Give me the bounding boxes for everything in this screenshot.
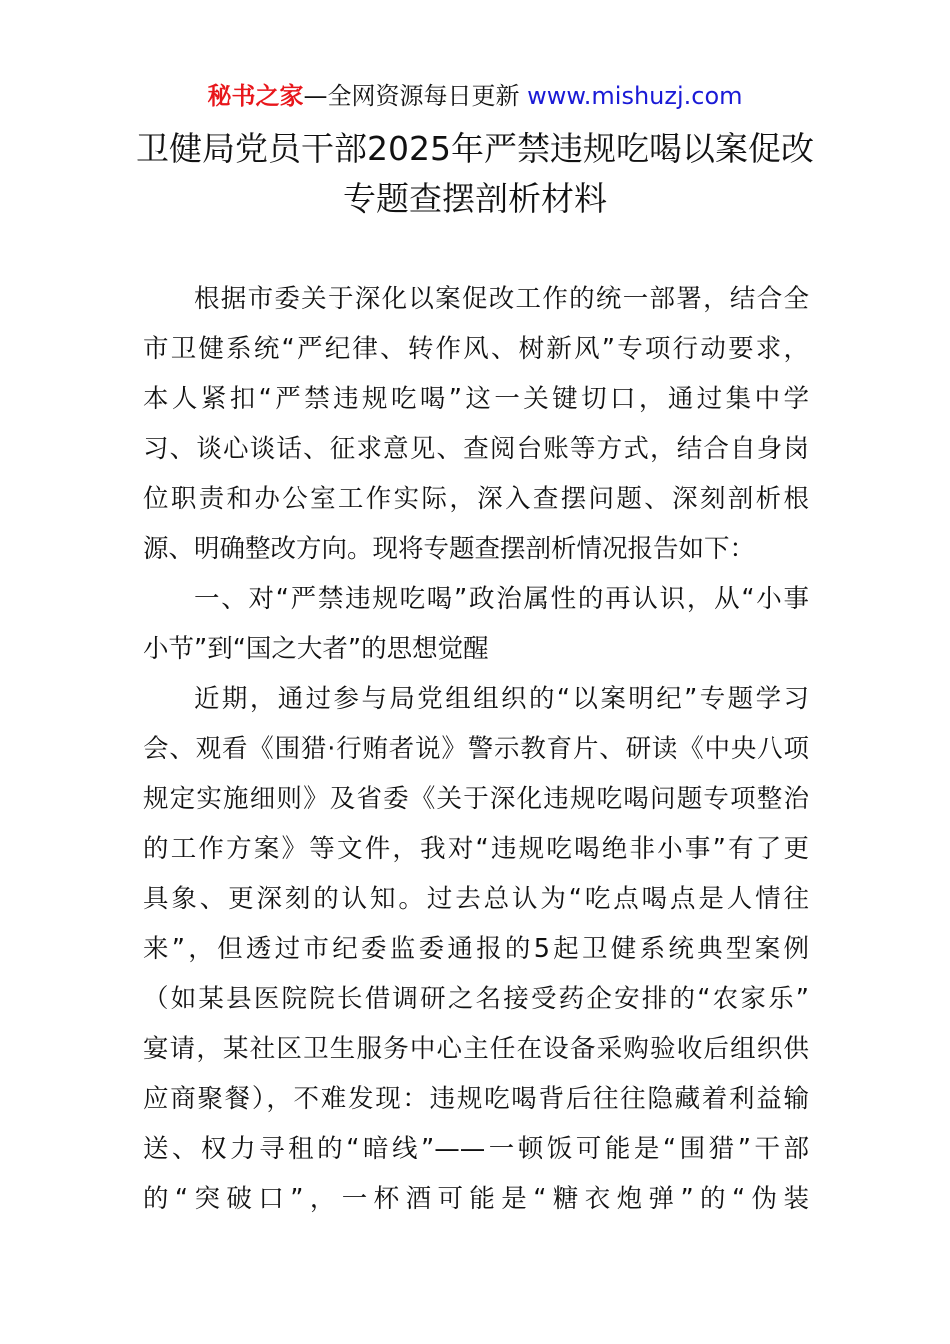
brand-name: 秘书之家 (207, 82, 304, 110)
text-line: 来”，但透过市纪委监委通报的5起卫健系统典型案例 (143, 934, 809, 964)
text-line: 市卫健系统“严纪律、转作风、树新风”专项行动要求， (143, 334, 809, 364)
title-line-1: 卫健局党员干部2025年严禁违规吃喝以案促改 (136, 129, 814, 168)
site-url-link[interactable]: www.mishuzj.com (527, 82, 743, 110)
text-line: 送、权力寻租的“暗线”——一顿饭可能是“围猎”干部 (143, 1134, 809, 1164)
document-title (95, 124, 855, 224)
paragraph-section-1 (143, 674, 809, 1224)
text-line: 应商聚餐），不难发现：违规吃喝背后往往隐藏着利益输 (143, 1084, 809, 1114)
text-line: 规定实施细则》及省委《关于深化违规吃喝问题专项整治 (143, 784, 809, 814)
text-line: 习、谈心谈话、征求意见、查阅台账等方式，结合自身岗 (143, 434, 809, 464)
section-heading-1 (143, 574, 809, 674)
heading-line: 一、对“严禁违规吃喝”政治属性的再认识，从“小事 (194, 584, 809, 614)
text-line: 近期，通过参与局党组组织的“以案明纪”专题学习 (194, 684, 809, 714)
text-line: （如某县医院院长借调研之名接受药企安排的“农家乐” (143, 984, 809, 1014)
paragraph-intro (143, 274, 809, 574)
text-line: 会、观看《围猎·行贿者说》警示教育片、研读《中央八项 (143, 734, 809, 764)
text-line: 的“突破口”，一杯酒可能是“糖衣炮弹”的“伪装 (143, 1184, 809, 1214)
header-tagline: —全网资源每日更新 (303, 82, 528, 110)
text-line: 宴请，某社区卫生服务中心主任在设备采购验收后组织供 (143, 1034, 809, 1064)
document-body (143, 274, 809, 1224)
text-line: 根据市委关于深化以案促改工作的统一部署，结合全 (194, 284, 809, 314)
text-line: 源、明确整改方向。现将专题查摆剖析情况报告如下： (143, 534, 756, 564)
site-header (0, 80, 950, 112)
text-line: 本人紧扣“严禁违规吃喝”这一关键切口，通过集中学 (143, 384, 809, 414)
text-line: 位职责和办公室工作实际，深入查摆问题、深刻剖析根 (143, 484, 809, 514)
title-line-2: 专题查摆剖析材料 (343, 179, 607, 218)
text-line: 的工作方案》等文件，我对“违规吃喝绝非小事”有了更 (143, 834, 809, 864)
text-line: 具象、更深刻的认知。过去总认为“吃点喝点是人情往 (143, 884, 809, 914)
heading-line: 小节”到“国之大者”的思想觉醒 (143, 634, 489, 664)
